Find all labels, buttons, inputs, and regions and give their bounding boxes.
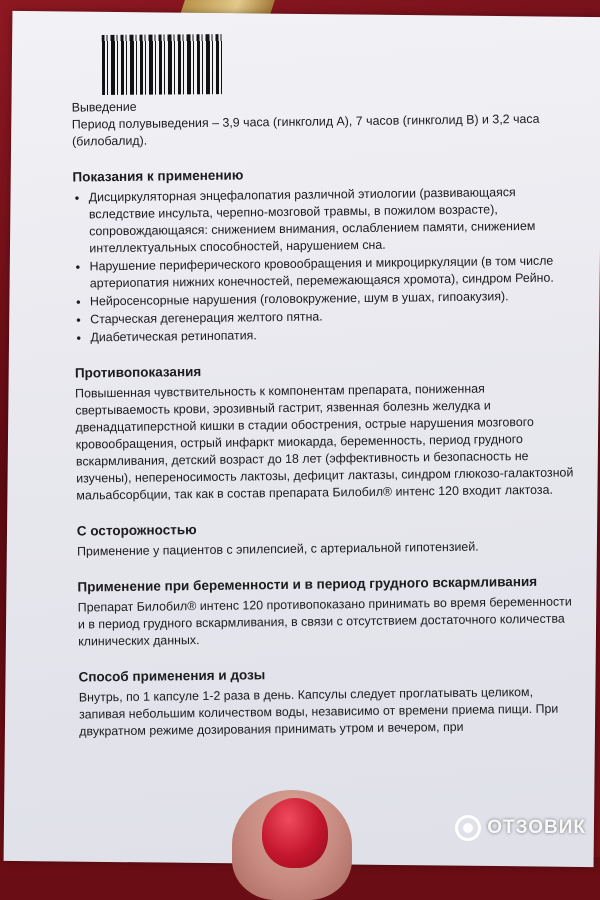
pregnancy-heading: Применение при беременности и в период грудного вскармливания bbox=[77, 573, 538, 595]
indications-section bbox=[72, 162, 574, 346]
pregnancy-section bbox=[77, 572, 578, 650]
dosage-section bbox=[78, 662, 579, 740]
watermark-text: ОТЗОВИК bbox=[487, 817, 586, 838]
caution-text: Применение у пациентов с эпилепсией, с артериальной гипотензией. bbox=[76, 539, 479, 559]
list-item: • Диабетическая ретинопатия. bbox=[74, 323, 574, 346]
pregnancy-text: Препарат Билобил® интенс 120 противопоказано принимать во время беременности и в период грудного вскармливания, в связи с отсутствием достаточного количества клинических данных. bbox=[77, 594, 572, 649]
intro-section bbox=[72, 93, 573, 150]
intro-text: Период полувыведения – 3,9 часа (гинкголид А), 7 часов (гинкголид В) и 3,2 часа (билобалид). bbox=[71, 111, 540, 149]
contraindications-section bbox=[75, 358, 577, 504]
indications-list bbox=[73, 183, 575, 346]
list-item: • Нейросенсорные нарушения (головокружение, шум в ушах, гипоакузия). bbox=[74, 287, 574, 310]
dosage-text: Внутрь, по 1 капсуле 1-2 раза в день. Капсулы следует проглатывать целиком, запивая небольшим количеством воды, независимо от времени приема пищи. При двукратном режиме дозирования принимать утром и вечером, при bbox=[78, 684, 559, 739]
otzovik-logo-icon bbox=[455, 815, 481, 841]
contraindications-heading: Противопоказания bbox=[74, 363, 202, 381]
list-item: • Дисциркуляторная энцефалопатия различной этиологии (развивающаяся вследствие инсульта, черепно-мозговой травмы, в пожилом возрасте), сопровождающаяся: снижением внимания, ослаблением памяти, снижением интеллектуальных способностей, нарушением сна. bbox=[73, 183, 574, 257]
dosage-heading: Способ применения и дозы bbox=[78, 667, 266, 685]
leaflet-content bbox=[72, 93, 580, 740]
list-item: • Нарушение периферического кровообращения и микроциркуляции (в том числе артериопатия нижних конечностей, перемежающаяся хромота), синдром Рейно. bbox=[73, 252, 573, 292]
leaflet-paper bbox=[4, 11, 600, 867]
contraindications-text: Повышенная чувствительность к компонентам препарата, пониженная свертываемость крови, эрозивный гастрит, язвенная болезнь желудка и двенадцатиперстной кишки в стадии обострения, острые нарушения мозгового кровообращения, острый инфаркт миокарда, беременность, период грудного вскармливания, детский возраст до 18 лет (эффективность и безопасность не изучены), непереносимость лактозы, дефицит лактазы, синдром глюкозо-галактозной мальабсорбции, так как в состав препарата Билобил® интенс 120 входит лактоза. bbox=[75, 381, 574, 503]
barcode-icon bbox=[102, 34, 224, 95]
caution-section bbox=[77, 516, 577, 560]
caution-heading: С осторожностью bbox=[76, 522, 197, 539]
otzovik-watermark bbox=[455, 815, 586, 841]
indications-heading: Показания к применению bbox=[72, 167, 244, 185]
red-fingernail bbox=[262, 798, 328, 868]
list-item: • Старческая дегенерация желтого пятна. bbox=[74, 305, 574, 328]
intro-heading: Выведение bbox=[71, 99, 137, 115]
